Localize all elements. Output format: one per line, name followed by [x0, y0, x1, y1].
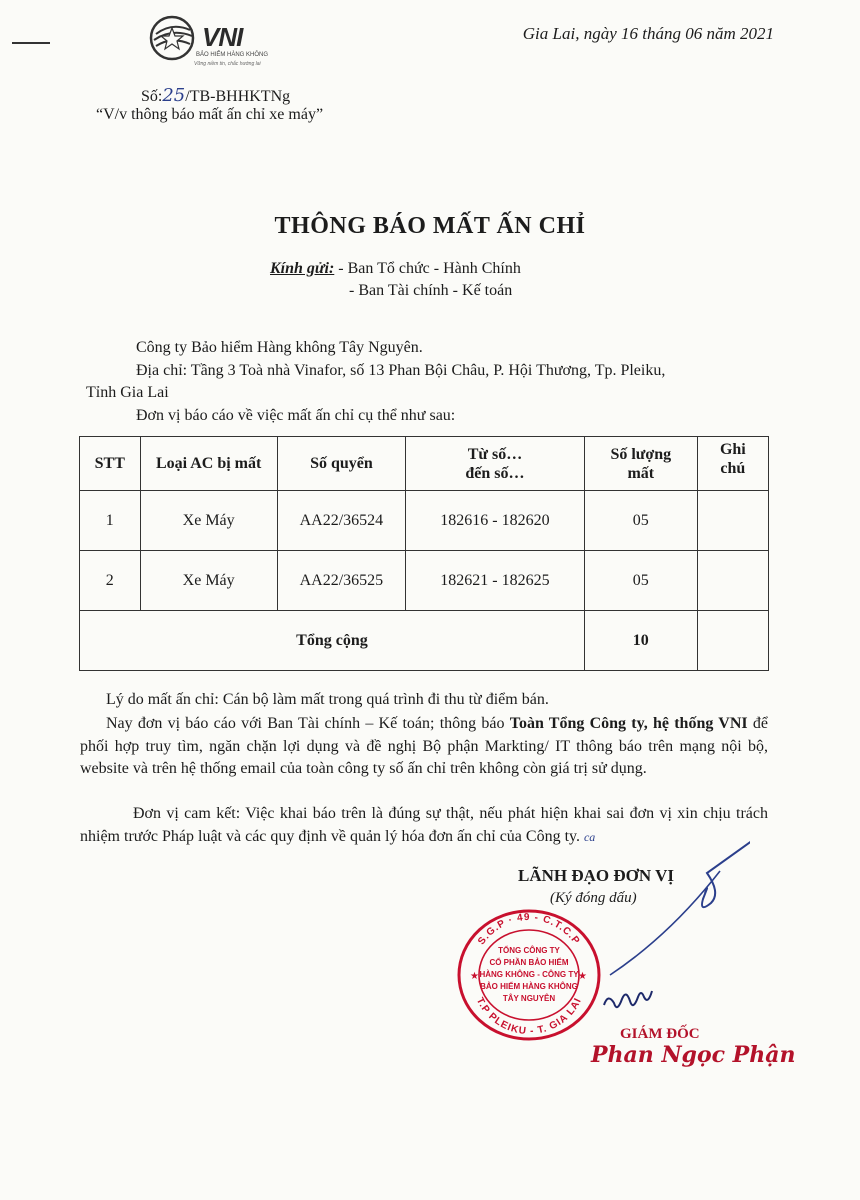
table-header-row	[80, 437, 769, 491]
seal-line-4: BẢO HIỂM HÀNG KHÔNG	[480, 982, 578, 991]
initial-mark: ca	[583, 829, 596, 844]
seal-ring-top: S.G.P · 49 - C.T.C.P	[476, 911, 582, 948]
company-logo	[148, 14, 298, 72]
logo-subtitle: BẢO HIỂM HÀNG KHÔNG	[196, 52, 269, 58]
commitment-text: Đơn vị cam kết: Việc khai báo trên là đúng sự thật, nếu phát hiện khai sai đơn vị xin chịu trách nhiệm trước Pháp luật và các quy định về quản lý hóa đơn ấn chỉ của Công ty.	[80, 805, 768, 845]
address-line-2: Tỉnh Gia Lai	[86, 384, 169, 401]
seal-line-2: CỔ PHẦN BẢO HIỂM	[489, 958, 569, 967]
header-note-line1: Ghi	[719, 441, 746, 458]
seal-star-left-icon: ★	[470, 971, 479, 982]
table-row	[80, 491, 769, 551]
recipients-label: Kính gửi:	[270, 260, 335, 277]
cell-note	[697, 491, 768, 551]
signature-heading: LÃNH ĐẠO ĐƠN VỊ	[518, 866, 675, 885]
header-note-line2: chú	[720, 460, 746, 477]
table-total-row	[80, 611, 769, 671]
total-label: Tổng cộng	[80, 611, 585, 671]
notification-paragraph	[80, 713, 768, 781]
paragraph-text-a: Nay đơn vị báo cáo với Ban Tài chính – Kế toán; thông báo	[106, 715, 510, 732]
lost-receipts-table	[79, 436, 769, 671]
logo-tagline: Vững niềm tin, chắc hướng lai	[194, 61, 261, 67]
header-range-to: đến số…	[465, 464, 525, 482]
header-stt: STT	[80, 437, 141, 491]
recipient-2: - Ban Tài chính - Kế toán	[349, 282, 513, 299]
header-qty-line2: mất	[627, 464, 655, 482]
director-title: GIÁM ĐỐC	[620, 1026, 700, 1042]
header-note	[697, 437, 768, 491]
reference-number	[141, 85, 290, 106]
paragraph-bold: Toàn Tổng Công ty, hệ thống VNI	[509, 715, 748, 732]
cell-note	[697, 551, 768, 611]
document-title: THÔNG BÁO MẤT ẤN CHỈ	[274, 213, 586, 239]
report-lead: Đơn vị báo cáo về việc mất ấn chỉ cụ thể như sau:	[136, 407, 456, 424]
vni-emblem-icon	[148, 14, 196, 62]
seal-ring-bottom: T.P PLEIKU - T. GIA LAI	[473, 995, 585, 1038]
cell-range: 182621 - 182625	[406, 551, 585, 611]
seal-line-1: TỔNG CÔNG TY	[498, 946, 560, 955]
ref-suffix: /TB-BHHKTNg	[185, 88, 291, 105]
subject-line: “V/v thông báo mất ấn chỉ xe máy”	[96, 106, 324, 123]
cell-stt: 1	[80, 491, 141, 551]
seal-line-5: TÂY NGUYÊN	[502, 994, 556, 1003]
director-signature	[600, 835, 750, 1035]
total-value: 10	[584, 611, 697, 671]
recipients	[270, 260, 521, 278]
cell-type: Xe Máy	[140, 551, 277, 611]
header-qty	[584, 437, 697, 491]
company-name: Công ty Bảo hiểm Hàng không Tây Nguyên.	[136, 339, 423, 356]
ref-handwritten-number: 25	[162, 85, 186, 106]
address-line-1: Địa chỉ: Tầng 3 Toà nhà Vinafor, số 13 Phan Bội Châu, P. Hội Thương, Tp. Pleiku,	[136, 362, 666, 379]
logo-brand: VNI	[202, 22, 243, 52]
header-range-from: Từ số…	[467, 445, 523, 463]
table-row	[80, 551, 769, 611]
margin-mark	[12, 42, 50, 44]
cell-qty: 05	[584, 491, 697, 551]
ref-prefix: Số:	[141, 88, 163, 105]
cell-book: AA22/36525	[277, 551, 405, 611]
paragraph-text-b: để phối hợp truy tìm, ngăn chặn lợi dụng và đề nghị Bộ phận Markting/ IT thông báo trên mạng nội bộ, website và trên hệ thống email của toàn công ty số ấn chỉ trên không còn giá trị sử dụng.	[80, 715, 769, 777]
cell-type: Xe Máy	[140, 491, 277, 551]
cell-qty: 05	[584, 551, 697, 611]
recipient-1: - Ban Tổ chức - Hành Chính	[338, 260, 521, 277]
cell-stt: 2	[80, 551, 141, 611]
total-note	[697, 611, 768, 671]
director-name: Phan Ngọc Phận	[591, 1042, 796, 1068]
header-range	[406, 437, 585, 491]
header-type: Loại AC bị mất	[140, 437, 277, 491]
cell-range: 182616 - 182620	[406, 491, 585, 551]
cell-book: AA22/36524	[277, 491, 405, 551]
header-book: Số quyển	[277, 437, 405, 491]
header-qty-line1: Số lượng	[610, 445, 672, 463]
company-seal	[454, 905, 604, 1045]
seal-star-right-icon: ★	[578, 971, 587, 982]
signature-note: (Ký đóng dấu)	[550, 890, 637, 906]
dateline: Gia Lai, ngày 16 tháng 06 năm 2021	[522, 24, 774, 43]
seal-line-3: HÀNG KHÔNG - CÔNG TY	[479, 970, 579, 979]
loss-reason: Lý do mất ấn chỉ: Cán bộ làm mất trong quá trình đi thu từ điểm bán.	[106, 691, 549, 708]
